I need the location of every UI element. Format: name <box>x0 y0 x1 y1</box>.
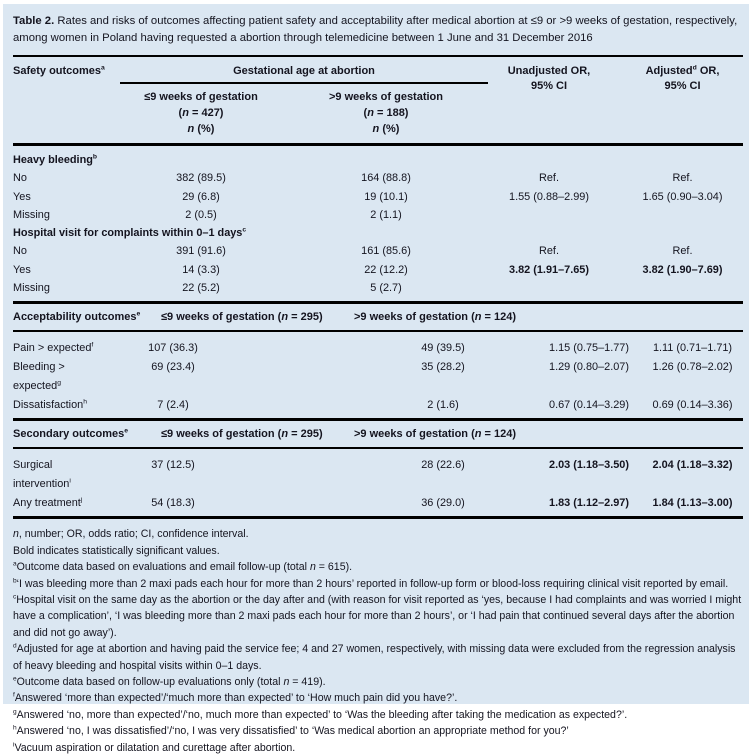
cell-unadjusted-or: Ref. <box>539 245 559 258</box>
cell-adjusted-or: 2.04 (1.18–3.32) <box>652 459 733 472</box>
cell-adjusted-or: 1.65 (0.90–3.04) <box>642 190 723 203</box>
cell-unadjusted-or: 0.67 (0.14–3.29) <box>549 399 629 412</box>
cell-gt9-weeks: 49 (39.5) <box>421 342 465 355</box>
cell-label: Any treatment$^j$ <box>13 496 83 510</box>
divider <box>13 55 743 57</box>
cell-gt9-weeks: 36 (29.0) <box>421 497 465 510</box>
cell-le9-weeks: 382 (89.5) <box>176 172 226 185</box>
table-2-panel <box>3 4 749 754</box>
col-header-adjusted-or: Adjusted$^d$ OR, 95% CI <box>645 64 720 92</box>
cell-gt9-weeks: 2 (1.6) <box>427 399 459 412</box>
table-row <box>13 339 743 358</box>
divider <box>13 418 743 421</box>
col-header-gestational-age: Gestational age at abortion <box>120 59 488 84</box>
cell-unadjusted-or <box>476 279 622 297</box>
footnote: $^h$Answered ‘no, I was dissatisfied’/‘no, I was very dissatisfied’ to ‘Was medical abortion an appropriate method for you?’ <box>13 724 569 738</box>
subheading-label: Heavy bleeding$^b$ <box>13 153 98 166</box>
cell-adjusted-or: 0.69 (0.14–3.36) <box>652 399 733 412</box>
cell-adjusted-or: 1.26 (0.78–2.02) <box>652 361 733 374</box>
cell-gt9-weeks: 164 (88.8) <box>361 172 411 185</box>
cell-gt9-weeks: 161 (85.6) <box>361 245 411 258</box>
cell-le9-weeks: 2 (0.5) <box>185 208 217 221</box>
cell-adjusted-or <box>622 206 743 224</box>
cell-label: No <box>13 172 27 185</box>
section-col-le9: ≤9 weeks of gestation (n = 295) <box>161 428 323 441</box>
footnote: Bold indicates statistically significant values. <box>13 544 220 557</box>
cell-unadjusted-or: 1.83 (1.12–2.97) <box>549 497 629 510</box>
cell-adjusted-or: 3.82 (1.90–7.69) <box>642 263 723 276</box>
footnote: $^c$Hospital visit on the same day as the abortion or the day after and (with reason for visit reported as ‘yes, because I had complaints and was worried I might have a complication’, ‘I was bleeding more than 2 maxi pads each hour for more than 2 hours’, or ‘I had pain that continued several days after the abortion and did not go away’). <box>13 593 742 639</box>
table-subheading-row <box>13 151 743 169</box>
table-caption-text: Rates and risks of outcomes affecting patient safety and acceptability after medical abortion at ≤9 or >9 weeks of gestation, respectively, among women in Poland having requested a abortion through telemedicine between 1 June and 31 December 2016 <box>13 15 738 44</box>
cell-label: No <box>13 245 27 258</box>
footnote: $^e$Outcome data based on follow-up evaluations only (total n = 419). <box>13 675 326 689</box>
table-header <box>13 59 743 146</box>
cell-label: Yes <box>13 190 31 203</box>
section-rows <box>13 449 743 516</box>
table-row <box>13 494 743 513</box>
table-row <box>13 242 743 260</box>
cell-le9-weeks: 7 (2.4) <box>157 399 189 412</box>
section-col-gt9: >9 weeks of gestation (n = 124) <box>354 428 517 441</box>
cell-adjusted-or: Ref. <box>672 245 693 258</box>
col-header-unadjusted-or: Unadjusted OR, 95% CI <box>507 65 591 92</box>
cell-adjusted-or: Ref. <box>672 172 693 185</box>
cell-le9-weeks: 29 (6.8) <box>182 190 220 203</box>
cell-gt9-weeks: 28 (22.6) <box>421 459 465 472</box>
table-caption <box>13 4 743 46</box>
cell-unadjusted-or: 3.82 (1.91–7.65) <box>509 263 589 276</box>
cell-label: Missing <box>13 282 50 295</box>
divider <box>13 301 743 304</box>
section-col-gt9: >9 weeks of gestation (n = 124) <box>354 311 517 324</box>
cell-le9-weeks: 107 (36.3) <box>148 342 198 355</box>
table-row <box>13 261 743 279</box>
table-row <box>13 188 743 206</box>
cell-gt9-weeks: 35 (28.2) <box>421 361 465 374</box>
table-row <box>13 169 743 187</box>
subheading-label: Hospital visit for complaints within 0–1 days$^c$ <box>13 226 247 240</box>
section-title: Acceptability outcomes$^e$ <box>13 310 141 324</box>
footnote: $^f$Answered ‘more than expected’/‘much more than expected’ to ‘How much pain did you have?’. <box>13 691 458 705</box>
cell-le9-weeks: 22 (5.2) <box>182 282 220 295</box>
section-rows <box>13 332 743 418</box>
table-row <box>13 396 743 415</box>
footnotes <box>13 519 743 756</box>
cell-le9-weeks: 37 (12.5) <box>151 459 195 472</box>
table-subheading-row <box>13 224 743 242</box>
footnote: $^d$Adjusted for age at abortion and having paid the service fee; 4 and 27 women, respectively, with missing data were excluded from the regression analysis of heavy bleeding and hospital visits within 0–1 days. <box>13 642 736 672</box>
footnote: $^a$Outcome data based on evaluations and email follow-up (total n = 615). <box>13 560 353 574</box>
cell-gt9-weeks: 5 (2.7) <box>370 282 402 295</box>
table-row <box>13 279 743 297</box>
cell-label: Dissatisfaction$^h$ <box>13 398 87 412</box>
section-header-row <box>13 424 743 444</box>
section-col-le9: ≤9 weeks of gestation (n = 295) <box>161 311 323 324</box>
footnote: $^i$Vacuum aspiration or dilatation and curettage after abortion. <box>13 741 296 754</box>
col-header-le9-weeks: ≤9 weeks of gestation (n = 427) n (%) <box>144 91 258 135</box>
footnote: $^g$Answered ‘no, more than expected’/‘no, much more than expected’ to ‘Was the bleeding after taking the medication as expected?’. <box>13 708 628 721</box>
cell-unadjusted-or: 1.55 (0.88–2.99) <box>509 190 589 203</box>
section-title: Secondary outcomes$^e$ <box>13 427 129 441</box>
cell-label: Pain > expected$^f$ <box>13 341 94 355</box>
footnote: n, number; OR, odds ratio; CI, confidence interval. <box>13 528 249 541</box>
cell-gt9-weeks: 19 (10.1) <box>364 190 408 203</box>
cell-le9-weeks: 14 (3.3) <box>182 263 220 276</box>
cell-adjusted-or: 1.84 (1.13–3.00) <box>652 497 733 510</box>
cell-gt9-weeks: 22 (12.2) <box>364 263 408 276</box>
cell-adjusted-or: 1.11 (0.71–1.71) <box>652 342 733 355</box>
table-row <box>13 206 743 224</box>
cell-le9-weeks: 54 (18.3) <box>151 497 195 510</box>
table-caption-label: Table 2. <box>13 15 55 27</box>
table-row <box>13 456 743 494</box>
cell-label: Missing <box>13 208 50 221</box>
cell-unadjusted-or: 1.29 (0.80–2.07) <box>549 361 629 374</box>
table-row <box>13 358 743 396</box>
section-header-row <box>13 307 743 327</box>
cell-label: Yes <box>13 263 31 276</box>
cell-unadjusted-or: 2.03 (1.18–3.50) <box>549 459 629 472</box>
cell-le9-weeks: 69 (23.4) <box>151 361 195 374</box>
cell-gt9-weeks: 2 (1.1) <box>370 208 402 221</box>
cell-unadjusted-or: Ref. <box>539 172 559 185</box>
outcome-sections <box>13 301 743 519</box>
col-header-safety-outcomes: Safety outcomes$^a$ <box>13 64 105 77</box>
cell-unadjusted-or <box>476 206 622 224</box>
safety-outcomes-rows <box>13 146 743 301</box>
footnote: $^b$‘I was bleeding more than 2 maxi pads each hour for more than 2 hours’ reported in follow-up form or blood-loss requiring clinical visit reported by email. <box>13 577 729 590</box>
col-header-gt9-weeks: >9 weeks of gestation (n = 188) n (%) <box>328 91 443 135</box>
cell-unadjusted-or: 1.15 (0.75–1.77) <box>549 342 629 355</box>
cell-label: Bleeding > expected$^g$ <box>13 361 65 393</box>
cell-le9-weeks: 391 (91.6) <box>176 245 226 258</box>
cell-label: Surgical intervention$^i$ <box>13 459 71 491</box>
cell-adjusted-or <box>622 279 743 297</box>
